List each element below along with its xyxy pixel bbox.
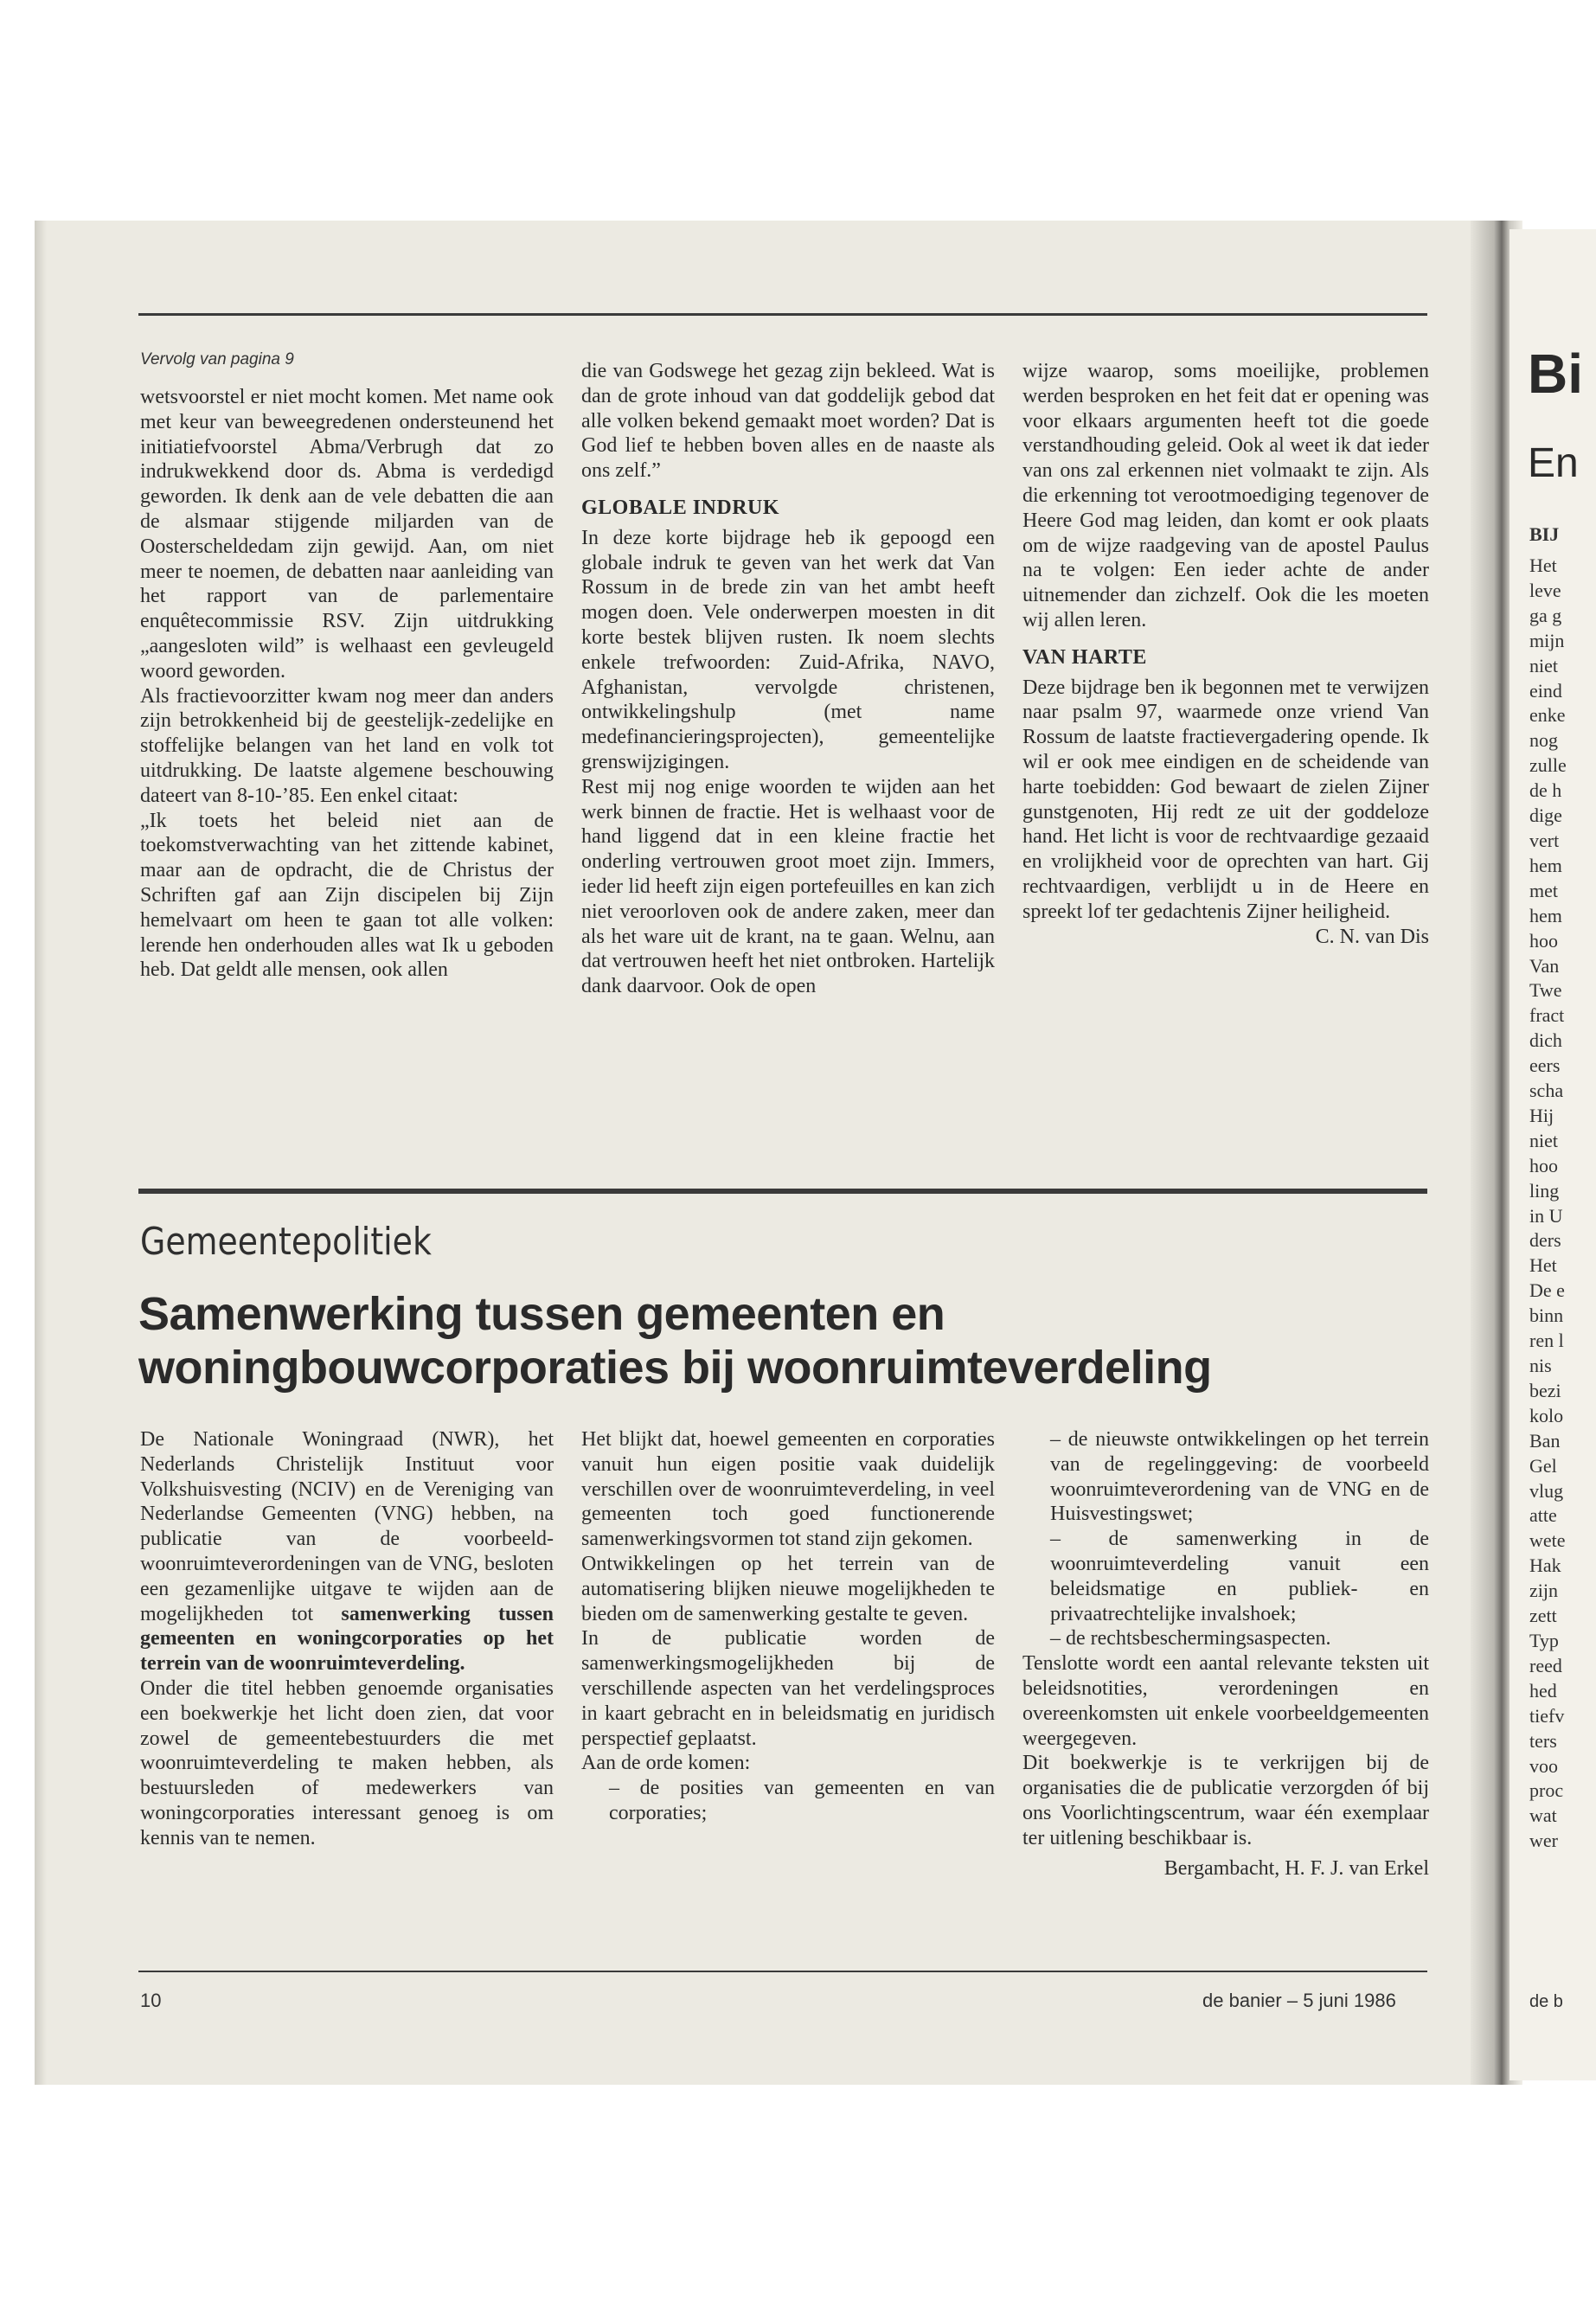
adjacent-text-line: reed xyxy=(1529,1654,1562,1676)
paragraph: Rest mij nog enige woorden te wijden aan het werk binnen de fractie. Het is welhaast voor de hand liggend dat in een kleine fractie het onderling vertrouwen groot moet zijn. Immers, ieder lid heeft zijn eigen portefeuilles en kan zich niet veroorloven ook de andere zaken, meer dan als het ware uit de krant, na te gaan. Welnu, aan dat vertrouwen heeft het niet ontbroken. Hartelijk dank daarvoor. Ook de open xyxy=(581,775,995,998)
paragraph: Deze bijdrage ben ik begonnen met te verwijzen naar psalm 97, waarmede onze vriend Van Rossum de laatste fractievergadering opende. Ik wil er ook mee eindigen en de scheidende van harte toebidden: God bewaart de zielen Zijner gunstgenoten, Hij redt ze uit der goddeloze hand. Het licht is voor de rechtvaardige gezaaid en vrolijkheid voor de oprechten van hart. Gij rechtvaardigen, verblijdt u in de Heere en spreekt lof ter gedachtenis Zijner heiligheid. xyxy=(1022,676,1429,923)
adjacent-footer: de b xyxy=(1529,1992,1563,2011)
adjacent-text-line: Typ xyxy=(1529,1629,1559,1651)
adjacent-text-line: met xyxy=(1529,879,1558,901)
article1-column2 xyxy=(581,359,995,999)
adjacent-text-line: De e xyxy=(1529,1279,1565,1302)
adjacent-text-line: zett xyxy=(1529,1605,1557,1627)
adjacent-text-line: scha xyxy=(1529,1080,1564,1102)
paragraph: In deze korte bijdrage heb ik gepoogd een globale indruk te geven van het werk dat Van Rossum in de brede zin van het ambt heeft mogen doen. Vele onderwerpen moesten in dit korte bestek blijven rusten. Ik noem slechts enkele trefwoorden: Zuid-Afrika, NAVO, Afghanistan, vervolgde christenen, ontwikkelingshulp (met name medefinancieringsprojecten), gemeentelijke grenswijzigingen. xyxy=(581,526,995,773)
adjacent-text-line: Ban xyxy=(1529,1429,1561,1452)
subheading-globale-indruk: GLOBALE INDRUK xyxy=(581,496,780,519)
footer-rule xyxy=(138,1971,1427,1972)
adjacent-text-line: nis xyxy=(1529,1355,1552,1376)
article2-column2 xyxy=(581,1427,995,1826)
adjacent-text-line: niet xyxy=(1529,654,1558,676)
list-item: – de nieuwste ontwikkelingen op het terrein van de regelinggeving: de voorbeeld woonruimteverordening van de VNG en de Huisvestingswet; xyxy=(1050,1428,1429,1526)
adjacent-subheadline: En xyxy=(1528,440,1579,486)
paragraph: Onder die titel hebben genoemde organisaties een boekwerkje het licht doen zien, dat voor zowel de gemeentebestuurders die met woonruimteverdeling te maken hebben, als bestuursleden of medewerkers van woningcorporaties interessant genoeg is om kennis van te nemen. xyxy=(140,1676,554,1849)
adjacent-text-line: dich xyxy=(1529,1029,1562,1052)
page-number: 10 xyxy=(140,1990,162,2011)
adjacent-text-line: dige xyxy=(1529,804,1562,827)
publication-date: de banier – 5 juni 1986 xyxy=(1202,1990,1396,2011)
adjacent-text-line: mijn xyxy=(1529,629,1565,651)
adjacent-label: BIJ xyxy=(1529,523,1560,545)
adjacent-text-line: de h xyxy=(1529,779,1562,802)
page-edge-shadow xyxy=(35,221,47,2085)
adjacent-text-line: enke xyxy=(1529,704,1566,727)
adjacent-text-line: ling xyxy=(1529,1179,1560,1202)
adjacent-text-line: leve xyxy=(1529,579,1561,601)
text-run: De Nationale Woningraad (NWR), het Nederlands Christelijk Instituut voor Volkshuisvesting (NCIV) en de Vereniging van Nederlandse Gemeenten (VNG) hebben, na publicatie van de voorbeeld-woonruimteverordeningen van de VNG, besloten een gezamenlijke uitgave te wijden aan de mogelijkheden tot xyxy=(140,1428,554,1625)
adjacent-text-line: hoo xyxy=(1529,929,1558,952)
continuation-note: Vervolg van pagina 9 xyxy=(140,350,294,369)
list-item: – de samenwerking in de woonruimteverdeling vanuit een beleidsmatige en publiek- en privaatrechtelijke invalshoek; xyxy=(1050,1528,1429,1625)
headline-line: woningbouwcorporaties bij woonruimteverdeling xyxy=(138,1342,1212,1394)
adjacent-text-line: wer xyxy=(1529,1830,1558,1852)
adjacent-text-line: Het xyxy=(1529,554,1557,576)
adjacent-text-line: ga g xyxy=(1529,604,1562,626)
adjacent-text-line: hem xyxy=(1529,854,1562,876)
paragraph: die van Godswege het gezag zijn bekleed. Wat is dan de grote inhoud van dat goddelijk gebod dat alle volken bekend gemaakt moet worden? Dat is God lief te hebben boven alles en de naaste als ons zelf.” xyxy=(581,360,995,483)
paragraph: Ontwikkelingen op het terrein van de automatisering blijken nieuwe mogelijkheden te bieden om de samenwerking gestalte te geven. xyxy=(581,1552,995,1625)
adjacent-text-line: ders xyxy=(1529,1229,1561,1252)
adjacent-text-line: binn xyxy=(1529,1304,1564,1327)
paragraph: In de publicatie worden de samenwerkingsmogelijkheden bij de verschillende aspecten van het verdelingsproces in kaart gebracht en in beleidsmatig en juridisch perspectief geplaatst. xyxy=(581,1627,995,1750)
top-rule xyxy=(138,313,1427,316)
adjacent-text-line: vlug xyxy=(1529,1479,1564,1502)
adjacent-text-line: Van xyxy=(1529,954,1560,977)
author-signature: Bergambacht, H. F. J. van Erkel xyxy=(1163,1856,1429,1880)
adjacent-text-line: hed xyxy=(1529,1679,1557,1702)
paragraph: Als fractievoorzitter kwam nog meer dan anders zijn betrokkenheid bij de geestelijk-zedelijke en stoffelijke belangen van het land en volk tot uitdrukking. De laatste algemene beschouwing dateert van 8-10-’85. Een enkel citaat: xyxy=(140,684,554,807)
section-kicker: Gemeentepolitiek xyxy=(140,1220,432,1264)
adjacent-text-line: ters xyxy=(1529,1729,1557,1752)
article2-column1 xyxy=(140,1427,554,1851)
paragraph: wetsvoorstel er niet mocht komen. Met name ook met keur van beweegredenen ondersteunend het initiatiefvoorstel Abma/Verbrugh dat zo indrukwekkend door ds. Abma is verdedigd geworden. Ik denk aan de vele debatten die aan de alsmaar stijgende miljarden van de Oosterscheldedam zijn gewijd. Aan, om niet meer te noemen, de debatten naar aanleiding van het rapport van de parlementaire enquêtecommissie RSV. Zijn uitdrukking „aangesloten wild” is welhaast een gevleugeld woord geworden. xyxy=(140,386,554,683)
paragraph: wijze waarop, soms moeilijke, problemen werden besproken en het feit dat er opening was voor elkaars argumenten heeft tot die goede verstandhouding geleid. Ook al weet ik dat ieder van ons zal erkennen niet volmaakt te zijn. Als die erkenning tot verootmoediging tegenover de Heere God mag leiden, dan komt er ook plaats om de wijze raadgeving van de apostel Paulus na te volgen: Een ieder achte de ander uitnemender dan zichzelf. Ook die les moeten wij allen leren. xyxy=(1022,360,1429,631)
adjacent-text-line: hoo xyxy=(1529,1154,1558,1176)
subheading-van-harte: VAN HARTE xyxy=(1022,645,1147,669)
adjacent-text-line: in U xyxy=(1529,1204,1563,1227)
adjacent-text-line: niet xyxy=(1529,1129,1558,1151)
adjacent-text-line: vert xyxy=(1529,829,1560,851)
adjacent-text-line: atte xyxy=(1529,1504,1557,1527)
adjacent-text-line: wete xyxy=(1529,1529,1566,1552)
paragraph: Tenslotte wordt een aantal relevante teksten uit beleidsnotities, verordeningen en overeenkomsten uit enkele voorbeeldgemeenten weergegeven. xyxy=(1022,1652,1429,1750)
paragraph xyxy=(140,1427,554,1676)
adjacent-text-line: ren l xyxy=(1529,1330,1564,1352)
adjacent-text-line: proc xyxy=(1529,1779,1564,1802)
adjacent-text-line: Het xyxy=(1529,1254,1557,1277)
adjacent-text-line: bezi xyxy=(1529,1379,1561,1401)
adjacent-text-line: kolo xyxy=(1529,1404,1564,1426)
headline-line: Samenwerking tussen gemeenten en xyxy=(138,1288,945,1340)
adjacent-text-line: zijn xyxy=(1529,1580,1558,1602)
adjacent-text-line: tiefv xyxy=(1529,1704,1565,1727)
adjacent-text-line: Hak xyxy=(1529,1554,1561,1577)
bold-title: samenwerking tussen gemeenten en woningcorporaties op het terrein van de woonruimteverdeling. xyxy=(140,1602,554,1676)
author-signature: C. N. van Dis xyxy=(1315,925,1429,948)
paragraph: „Ik toets het beleid niet aan de toekomstverwachting van het zittende kabinet, maar aan de opdracht, die de Christus der Schriften gaf aan Zijn discipelen bij Zijn hemelvaart om heen te gaan tot alle volken: lerende hen onderhouden alles wat Ik u geboden heb. Dat geldt alle mensen, ook allen xyxy=(140,809,554,982)
adjacent-text-line: nog xyxy=(1529,729,1558,752)
list-item: – de posities van gemeenten en van corporaties; xyxy=(609,1777,995,1824)
adjacent-text-line: fract xyxy=(1529,1004,1565,1027)
article2-headline xyxy=(138,1287,1349,1394)
article1-column1 xyxy=(140,385,554,983)
article1-column3 xyxy=(1022,359,1429,949)
article2-column3 xyxy=(1022,1427,1429,1881)
adjacent-headline: Bi xyxy=(1528,343,1583,405)
adjacent-text-line: Gel xyxy=(1529,1454,1557,1477)
adjacent-text-line: wat xyxy=(1529,1804,1557,1827)
adjacent-text-line: Twe xyxy=(1529,979,1562,1002)
adjacent-text-line: zulle xyxy=(1529,754,1567,777)
paragraph: Aan de orde komen: xyxy=(581,1752,751,1775)
adjacent-text-line: voo xyxy=(1529,1754,1558,1777)
adjacent-text-line: hem xyxy=(1529,904,1562,926)
adjacent-text-column xyxy=(1529,554,1567,1854)
adjacent-text-line: Hij xyxy=(1529,1104,1554,1126)
adjacent-text-line: eers xyxy=(1529,1054,1561,1077)
list-item: – de rechtsbeschermingsaspecten. xyxy=(1050,1627,1331,1650)
adjacent-text-line: eind xyxy=(1529,679,1562,702)
paragraph: Het blijkt dat, hoewel gemeenten en corporaties vanuit hun eigen positie vaak duidelijk verschillen over de woonruimteverdeling, in veel gemeenten toch goed functionerende samenwerkingsvormen tot stand zijn gekomen. xyxy=(581,1428,995,1551)
section-rule xyxy=(138,1189,1427,1194)
paragraph: Dit boekwerkje is te verkrijgen bij de organisaties die de publicatie verzorgden óf bij ons Voorlichtingscentrum, waar één exemplaar ter uitlening beschikbaar is. xyxy=(1022,1752,1429,1849)
